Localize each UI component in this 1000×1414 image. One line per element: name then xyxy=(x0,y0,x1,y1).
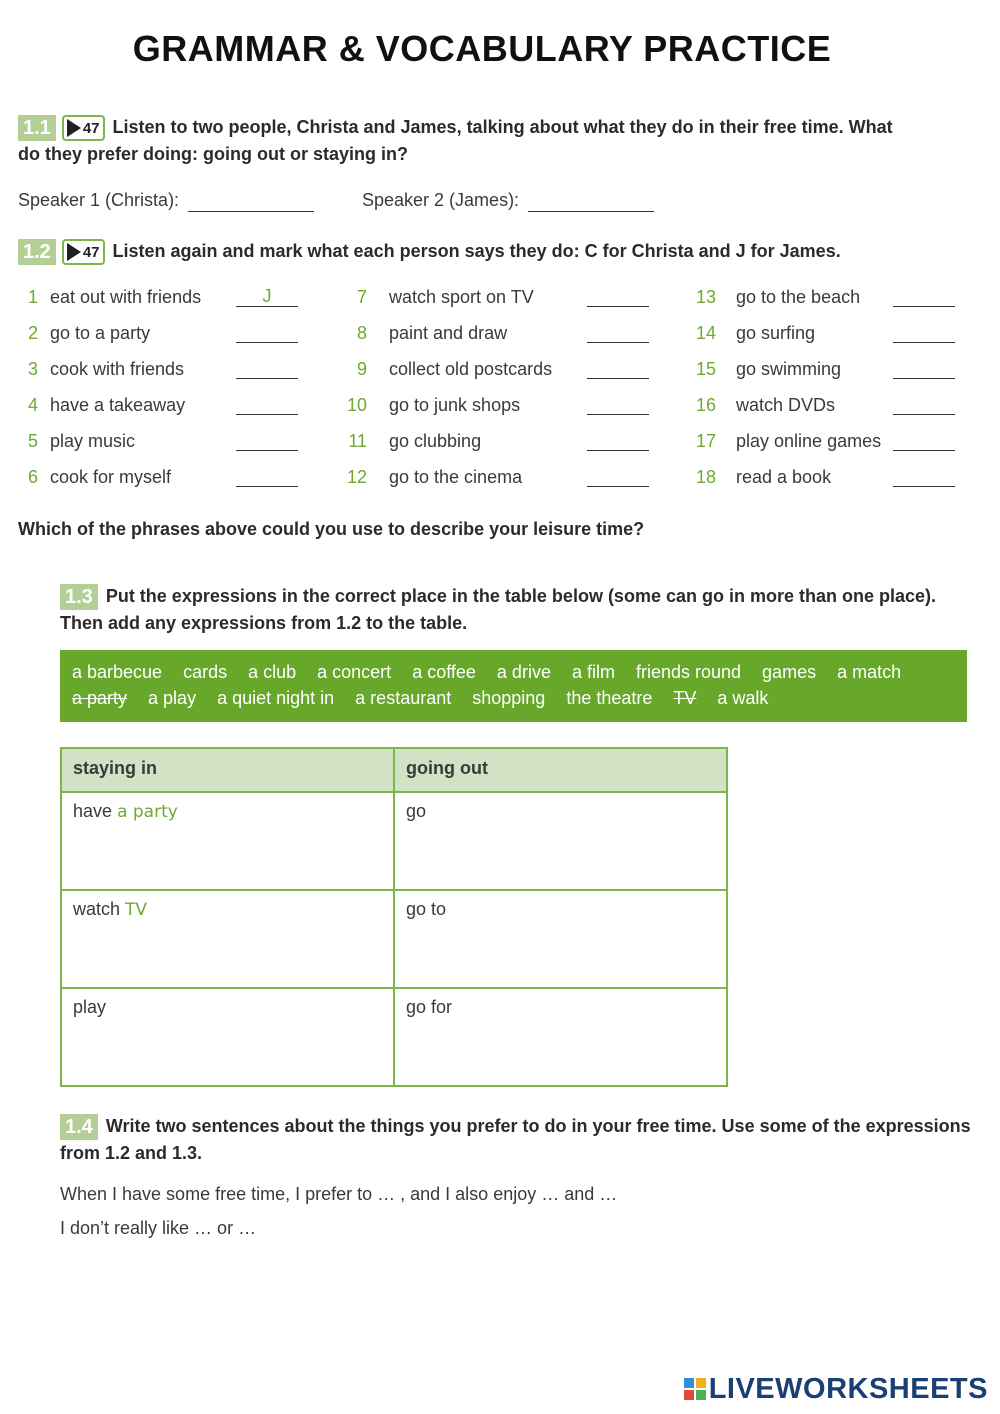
item-number: 1 xyxy=(27,287,38,307)
expression-word: a club xyxy=(248,662,297,682)
item-text: read a book xyxy=(736,467,832,487)
speaker-1-answer-field[interactable] xyxy=(188,190,314,212)
going-out-cell[interactable]: go xyxy=(394,792,727,890)
list-item xyxy=(692,356,992,382)
list-item xyxy=(692,392,992,418)
expression-word: TV xyxy=(673,688,697,708)
expression-word: a walk xyxy=(717,688,769,708)
item-text: go to the beach xyxy=(736,287,861,307)
item-text: cook for myself xyxy=(50,467,172,487)
item-text: play online games xyxy=(736,431,882,451)
audio-play-button[interactable]: 47 xyxy=(62,115,105,141)
item-number: 10 xyxy=(346,395,367,415)
expression-word: a restaurant xyxy=(355,688,452,708)
item-number: 11 xyxy=(348,431,367,451)
item-number: 15 xyxy=(695,359,716,379)
item-number: 16 xyxy=(695,395,716,415)
expression-word: a play xyxy=(148,688,197,708)
item-number: 17 xyxy=(695,431,716,451)
item-number: 7 xyxy=(356,287,367,307)
list-item xyxy=(18,428,318,454)
expression-word: a barbecue xyxy=(72,662,163,682)
list-item xyxy=(18,392,318,418)
speaker-2-row: Speaker 2 (James): xyxy=(362,190,654,212)
expression-table xyxy=(60,747,728,1087)
expression-word: a drive xyxy=(496,662,551,682)
expression-word: games xyxy=(762,662,817,682)
answer-blank[interactable]: J xyxy=(236,286,298,307)
section-1-4-instruction: 1.4 Write two sentences about the things you prefer to do in your free time. Use some of the expressions from 1.2 and 1.3. xyxy=(60,1116,971,1164)
item-number: 13 xyxy=(695,287,716,307)
section-1-1-instruction: 1.1 47 Listen to two people, Christa and James, talking about what they do in their free time. What do they prefer doing: going out or staying in? xyxy=(18,117,893,165)
table-row xyxy=(61,988,727,1086)
going-out-cell[interactable]: go to xyxy=(394,890,727,988)
speaker-1-row: Speaker 1 (Christa): xyxy=(18,190,314,212)
list-item xyxy=(345,464,645,490)
section-1-3-instruction: 1.3 Put the expressions in the correct place in the table below (some can go in more than one place). Then add any expressions from 1.2 to the table. xyxy=(60,586,937,634)
expression-word: friends round xyxy=(635,662,742,682)
answer-blank[interactable] xyxy=(893,466,955,487)
list-item xyxy=(692,320,992,346)
header-staying-in: staying in xyxy=(61,748,394,792)
staying-in-cell[interactable]: watch TV xyxy=(61,890,394,988)
item-text: go to a party xyxy=(50,323,151,343)
item-text: go to junk shops xyxy=(389,395,521,415)
item-text: go swimming xyxy=(736,359,842,379)
answer-blank[interactable] xyxy=(893,430,955,451)
answer-blank[interactable] xyxy=(587,394,649,415)
list-item xyxy=(692,284,992,310)
example-sentence-1: When I have some free time, I prefer to … , and I also enjoy … and … xyxy=(60,1184,618,1204)
header-going-out: going out xyxy=(394,748,727,792)
list-item xyxy=(692,428,992,454)
item-text: go surfing xyxy=(736,323,816,343)
expression-word: the theatre xyxy=(566,688,653,708)
section-number-badge: 1.1 xyxy=(18,115,56,141)
play-icon xyxy=(67,119,81,137)
answer-blank[interactable] xyxy=(893,394,955,415)
answer-blank[interactable] xyxy=(236,394,298,415)
list-item xyxy=(345,428,645,454)
item-text: paint and draw xyxy=(389,323,508,343)
expression-word-box xyxy=(60,650,967,722)
page-title: GRAMMAR & VOCABULARY PRACTICE xyxy=(132,28,832,69)
speaker-2-answer-field[interactable] xyxy=(528,190,654,212)
item-number: 6 xyxy=(27,467,38,487)
item-number: 9 xyxy=(356,359,367,379)
word-box-row xyxy=(72,685,955,711)
audio-play-button[interactable]: 47 xyxy=(62,239,105,265)
item-text: play music xyxy=(50,431,136,451)
expression-word: a party xyxy=(72,688,128,708)
item-text: collect old postcards xyxy=(389,359,553,379)
liveworksheets-logo: LIVEWORKSHEETS xyxy=(684,1373,988,1406)
handwritten-answer: TV xyxy=(125,900,148,920)
item-number: 12 xyxy=(346,467,367,487)
item-number: 14 xyxy=(695,323,716,343)
section-number-badge: 1.2 xyxy=(18,239,56,265)
expression-word: cards xyxy=(183,662,228,682)
item-text: have a takeaway xyxy=(50,395,186,415)
item-number: 18 xyxy=(695,467,716,487)
word-box-row xyxy=(72,659,955,685)
answer-blank[interactable] xyxy=(236,358,298,379)
item-text: watch sport on TV xyxy=(389,287,534,307)
answer-blank[interactable] xyxy=(236,466,298,487)
expression-word: shopping xyxy=(472,688,546,708)
table-row xyxy=(61,792,727,890)
expression-word: a coffee xyxy=(412,662,476,682)
answer-blank[interactable] xyxy=(587,358,649,379)
item-number: 2 xyxy=(27,323,38,343)
answer-blank[interactable] xyxy=(236,430,298,451)
answer-blank[interactable] xyxy=(893,358,955,379)
leisure-question: Which of the phrases above could you use to describe your leisure time? xyxy=(18,519,645,539)
staying-in-cell[interactable]: have a party xyxy=(61,792,394,890)
play-icon xyxy=(67,243,81,261)
example-sentence-2: I don’t really like … or … xyxy=(60,1218,257,1238)
item-text: go to the cinema xyxy=(389,467,523,487)
answer-blank[interactable] xyxy=(587,430,649,451)
liveworksheets-logo-icon xyxy=(684,1375,706,1397)
list-item xyxy=(18,284,318,310)
going-out-cell[interactable]: go for xyxy=(394,988,727,1086)
list-item xyxy=(18,464,318,490)
list-item xyxy=(345,320,645,346)
item-text: watch DVDs xyxy=(736,395,836,415)
expression-word: a quiet night in xyxy=(217,688,335,708)
list-item xyxy=(345,392,645,418)
list-item xyxy=(692,464,992,490)
list-item xyxy=(18,356,318,382)
answer-blank[interactable] xyxy=(587,466,649,487)
answer-blank[interactable] xyxy=(587,286,649,307)
item-text: cook with friends xyxy=(50,359,185,379)
list-item xyxy=(345,356,645,382)
expression-word: a concert xyxy=(317,662,392,682)
item-text: go clubbing xyxy=(389,431,482,451)
answer-blank[interactable] xyxy=(893,322,955,343)
item-number: 8 xyxy=(356,323,367,343)
list-item xyxy=(18,320,318,346)
handwritten-answer: a party xyxy=(117,802,178,822)
item-number: 5 xyxy=(27,431,38,451)
answer-blank[interactable] xyxy=(236,322,298,343)
staying-in-cell[interactable]: play xyxy=(61,988,394,1086)
answer-blank[interactable] xyxy=(587,322,649,343)
answer-blank[interactable] xyxy=(893,286,955,307)
table-header-row xyxy=(61,748,727,792)
section-number-badge: 1.3 xyxy=(60,584,98,610)
list-item xyxy=(345,284,645,310)
section-1-2-instruction: 1.2 47 Listen again and mark what each person says they do: C for Christa and J for James. xyxy=(18,238,983,265)
section-number-badge: 1.4 xyxy=(60,1114,98,1140)
item-number: 4 xyxy=(27,395,38,415)
expression-word: a film xyxy=(571,662,615,682)
expression-word: a match xyxy=(837,662,902,682)
item-text: eat out with friends xyxy=(50,287,202,307)
table-row xyxy=(61,890,727,988)
item-number: 3 xyxy=(27,359,38,379)
